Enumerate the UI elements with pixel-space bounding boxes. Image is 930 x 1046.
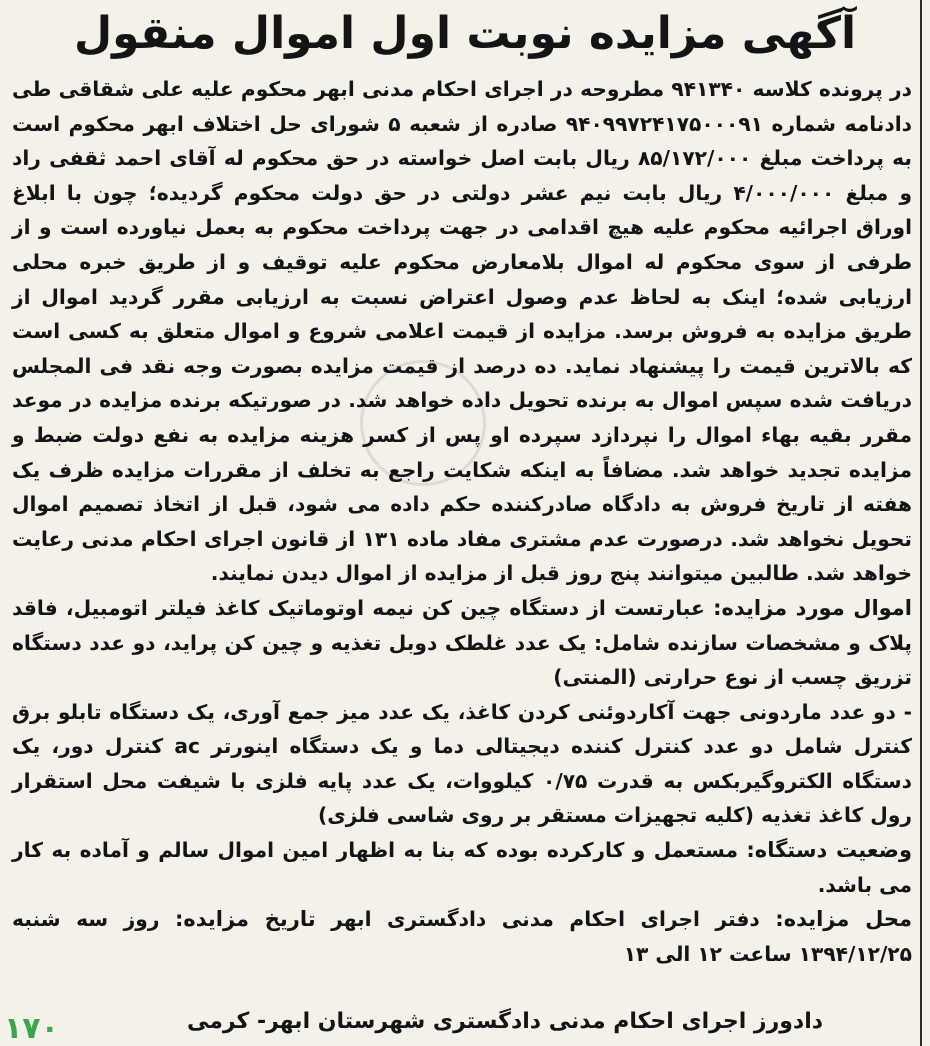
items-paragraph [12, 591, 912, 695]
items-paragraph-2: - دو عدد ماردونی جهت آکاردوئنی کردن کاغذ، یک عدد میز جمع آوری، یک دستگاه تابلو برق کنترل شامل دو عدد کنترل کننده دیجیتالی دما و یک دستگاه اینورتر ac کنترل دور، یک دستگاه الکتروگیربکس به قدرت ۰/۷۵ کیلووات، یک عدد پایه فلزی با شیفت محل استقرار رول کاغذ تغذیه (کلیه تجهیزات مستقر بر روی شاسی فلزی) [12, 699, 912, 828]
place-date-paragraph [12, 902, 912, 971]
status-label: وضعیت دستگاه: [746, 838, 912, 863]
items-text: عبارتست از دستگاه چین کن نیمه اوتوماتیک کاغذ فیلتر اتومبیل، فاقد پلاک و مشخصات سازنده شامل: یک عدد غلطک دوبل تغذیه و چین کن پراید، دو عدد دستگاه تزریق چسب از نوع حرارتی (المنتی) [12, 595, 912, 690]
status-paragraph [12, 833, 912, 902]
date-text: روز سه شنبه ۱۳۹۴/۱۲/۲۵ ساعت ۱۲ الی ۱۳ [12, 907, 912, 966]
items-label: اموال مورد مزایده: [713, 595, 913, 620]
signature-line: دادورز اجرای احکام مدنی دادگستری شهرستان ابهر- کرمی [186, 1009, 824, 1034]
status-text: مستعمل و کارکرده بوده که بنا به اظهار امین اموال سالم و آماده به کار می باشد. [12, 838, 912, 897]
date-label: تاریخ مزایده: [174, 907, 316, 932]
place-text: دفتر اجرای احکام مدنی دادگستری ابهر [331, 907, 760, 932]
place-label: محل مزایده: [775, 907, 913, 932]
intro-paragraph: در پرونده کلاسه ۹۴۱۳۴۰ مطروحه در اجرای احکام مدنی ابهر محکوم علیه علی شقاقی طی دادنامه شماره ۹۴۰۹۹۷۲۴۱۷۵۰۰۰۹۱ صادره از شعبه ۵ شورای حل اختلاف ابهر محکوم است به پرداخت مبلغ ۸۵/۱۷۲/۰۰۰ ریال بابت اصل خواسته در حق محکوم له آقای احمد ثقفی راد و مبلغ ۴/۰۰۰/۰۰۰ ریال بابت نیم عشر دولتی در حق دولت محکوم گردیده؛ چون با ابلاغ اوراق اجرائیه محکوم علیه هیچ اقدامی در جهت پرداخت محکوم به بعمل نیاورده است و از طرفی از سوی محکوم له اموال بلامعارض محکوم علیه توقیف و از طریق خبره محلی ارزیابی شده؛ اینک به لحاظ عدم وصول اعتراض نسبت به ارزیابی مقرر گردید اموال از طریق مزایده به فروش برسد. مزایده از قیمت اعلامی شروع و اموال متعلق به کسی است که بالاترین قیمت را پیشنهاد نماید. ده درصد از قیمت مزایده بصورت وجه نقد فی المجلس دریافت شده سپس اموال به برنده تحویل داده خواهد شد. در صورتیکه برنده مزایده در موعد مقرر بقیه بهاء اموال را نپردازد سپرده او پس از کسر هزینه مزایده به نفع دولت ضبط و مزایده تجدید خواهد شد. مضافاً به اینکه شکایت راجع به تخلف از مقررات مزایده ظرف یک هفته از تاریخ فروش به دادگاه صادرکننده حکم داده می شود، قبل از اتخاذ تصمیم اموال تحویل نخواهد شد. درصورت عدم مشتری مفاد ماده ۱۳۱ از قانون اجرای احکام مدنی رعایت خواهد شد. طالبین میتوانند پنج روز قبل از مزایده از اموال دیدن نمایند. [12, 77, 913, 586]
corner-mark: ۱۷۰ [4, 1011, 59, 1046]
notice-title: آگهی مزایده نوبت اول اموال منقول [73, 8, 857, 59]
column-border [920, 0, 922, 1046]
notice-body [12, 72, 912, 971]
